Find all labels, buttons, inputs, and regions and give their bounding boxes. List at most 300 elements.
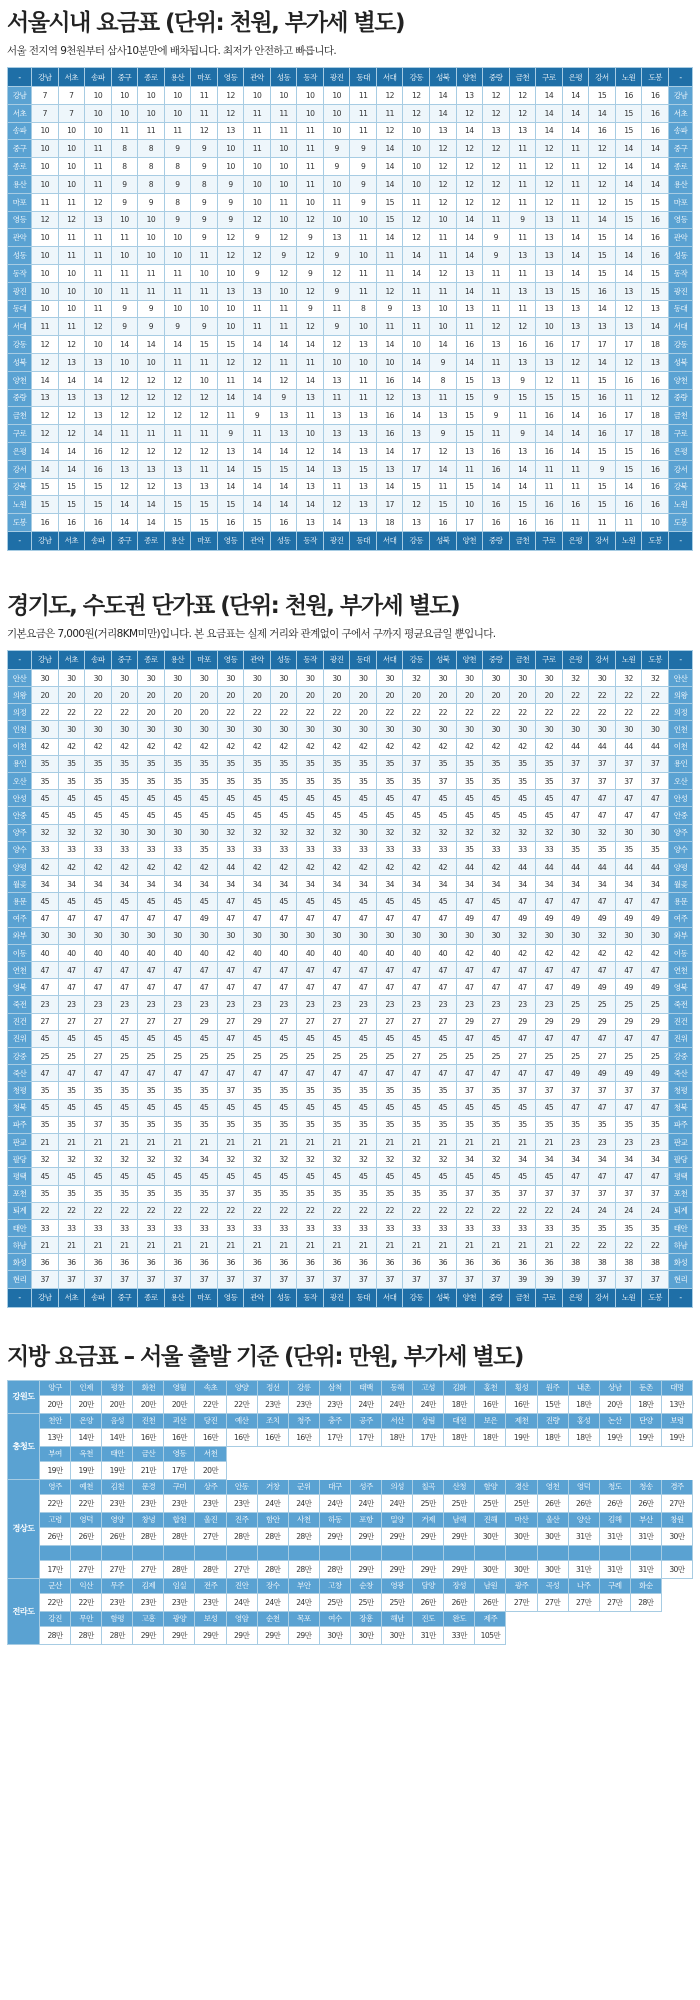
- row-header: 인천: [669, 721, 693, 738]
- fare-cell: 34: [191, 876, 218, 893]
- fare-cell: 35: [58, 755, 85, 772]
- fare-cell: 25: [642, 996, 669, 1013]
- fee-cell: 30만: [319, 1626, 350, 1644]
- fare-cell: 40: [297, 944, 324, 961]
- row-header: 안중: [669, 807, 693, 824]
- fare-cell: 37: [615, 1082, 642, 1099]
- fare-cell: 30: [111, 669, 138, 686]
- fare-cell: 12: [483, 87, 510, 105]
- fare-cell: 11: [164, 353, 191, 371]
- fare-cell: 21: [456, 1133, 483, 1150]
- column-header: 은평: [562, 68, 589, 87]
- fare-cell: 11: [350, 104, 377, 122]
- fare-cell: 37: [403, 1271, 430, 1288]
- fare-cell: 20: [244, 687, 271, 704]
- fee-cell: 26만: [630, 1494, 661, 1512]
- fare-cell: 12: [244, 247, 271, 265]
- fare-cell: 10: [297, 193, 324, 211]
- fare-cell: 11: [244, 122, 271, 140]
- fee-cell: 29만: [444, 1560, 475, 1578]
- fare-cell: 14: [562, 425, 589, 443]
- fare-cell: 45: [138, 790, 165, 807]
- column-header: 노원: [615, 531, 642, 550]
- city-name: 고령: [40, 1512, 71, 1527]
- fare-cell: 21: [429, 1237, 456, 1254]
- fare-cell: 45: [164, 807, 191, 824]
- fare-cell: 23: [403, 996, 430, 1013]
- fare-cell: 45: [111, 807, 138, 824]
- fare-cell: 45: [85, 807, 112, 824]
- city-name: 옥천: [71, 1446, 102, 1461]
- fee-cell: 31만: [630, 1527, 661, 1545]
- row-header: 죽전: [669, 996, 693, 1013]
- city-row: [8, 1380, 693, 1395]
- fare-cell: 45: [429, 1099, 456, 1116]
- row-header: 중랑: [8, 389, 32, 407]
- fare-cell: 15: [642, 282, 669, 300]
- row-header: 중구: [669, 140, 693, 158]
- fee-cell: 28만: [102, 1626, 133, 1644]
- fare-cell: 16: [589, 425, 616, 443]
- fare-cell: 21: [509, 1237, 536, 1254]
- fare-cell: 22: [429, 704, 456, 721]
- fare-cell: 47: [164, 962, 191, 979]
- fare-cell: 16: [642, 122, 669, 140]
- fare-cell: 10: [138, 353, 165, 371]
- fare-cell: 12: [164, 389, 191, 407]
- fare-cell: 47: [642, 1099, 669, 1116]
- empty-cell: [568, 1461, 599, 1479]
- fare-cell: 10: [138, 229, 165, 247]
- row-header: 용산: [669, 175, 693, 193]
- fare-cell: 10: [32, 282, 59, 300]
- fare-cell: 9: [191, 318, 218, 336]
- fare-cell: 14: [589, 353, 616, 371]
- fare-cell: 12: [509, 104, 536, 122]
- fare-cell: 37: [217, 1271, 244, 1288]
- fare-cell: 10: [58, 300, 85, 318]
- fare-cell: 20: [58, 687, 85, 704]
- fee-cell: 29만: [444, 1527, 475, 1545]
- fare-cell: 14: [270, 478, 297, 496]
- fare-cell: 11: [429, 282, 456, 300]
- fee-cell: 27만: [71, 1560, 102, 1578]
- fare-cell: 37: [589, 1271, 616, 1288]
- fare-cell: 13: [164, 478, 191, 496]
- fare-cell: 45: [58, 1168, 85, 1185]
- column-header: 은평: [562, 531, 589, 550]
- fare-cell: 12: [429, 264, 456, 282]
- row-header: 와부: [8, 927, 32, 944]
- fee-cell: 17만: [40, 1560, 71, 1578]
- fare-cell: 30: [297, 721, 324, 738]
- city-name: [630, 1545, 661, 1560]
- fare-cell: 30: [244, 669, 271, 686]
- fare-cell: 12: [244, 353, 271, 371]
- column-header: 강동: [403, 531, 430, 550]
- fare-cell: 35: [589, 1219, 616, 1236]
- fare-cell: 42: [244, 858, 271, 875]
- fare-cell: 14: [456, 247, 483, 265]
- fare-cell: 23: [191, 996, 218, 1013]
- empty-cell: [506, 1446, 537, 1461]
- fare-cell: 47: [376, 962, 403, 979]
- fare-cell: 16: [483, 442, 510, 460]
- fare-cell: 11: [270, 300, 297, 318]
- fare-cell: 10: [350, 211, 377, 229]
- fare-cell: 10: [270, 211, 297, 229]
- fee-cell: 24만: [350, 1395, 381, 1413]
- fare-cell: 47: [270, 979, 297, 996]
- city-name: 의성: [382, 1479, 413, 1494]
- fare-cell: 25: [562, 1048, 589, 1065]
- city-name: 진주: [226, 1512, 257, 1527]
- fare-cell: 13: [403, 389, 430, 407]
- fare-cell: 14: [429, 460, 456, 478]
- fare-cell: 45: [297, 807, 324, 824]
- fare-cell: 21: [244, 1133, 271, 1150]
- fare-cell: 16: [85, 460, 112, 478]
- city-name: 서천: [195, 1446, 226, 1461]
- fare-cell: 14: [642, 318, 669, 336]
- column-header: 강서: [589, 68, 616, 87]
- column-header: 관악: [244, 650, 271, 669]
- city-name: 서산: [382, 1413, 413, 1428]
- fare-cell: 45: [456, 1099, 483, 1116]
- fare-cell: 12: [111, 442, 138, 460]
- fare-cell: 10: [244, 87, 271, 105]
- fare-cell: 45: [323, 1030, 350, 1047]
- fare-cell: 16: [536, 442, 563, 460]
- city-name: 영덕: [568, 1479, 599, 1494]
- fee-cell: 18만: [568, 1428, 599, 1446]
- city-name: 순천: [257, 1611, 288, 1626]
- fare-cell: 20: [164, 687, 191, 704]
- fare-cell: 12: [138, 478, 165, 496]
- regional-section: [7, 1308, 693, 1645]
- fee-cell: 25만: [475, 1494, 506, 1512]
- fare-cell: 29: [589, 1013, 616, 1030]
- fare-cell: 10: [244, 158, 271, 176]
- fare-cell: 45: [85, 1168, 112, 1185]
- fee-cell: 14만: [102, 1428, 133, 1446]
- fare-cell: 45: [350, 893, 377, 910]
- fare-cell: 30: [323, 927, 350, 944]
- fare-cell: 11: [297, 140, 324, 158]
- fare-cell: 33: [509, 841, 536, 858]
- fare-cell: 11: [164, 425, 191, 443]
- fare-cell: 9: [297, 300, 324, 318]
- fare-cell: 44: [589, 858, 616, 875]
- fee-cell: 26만: [475, 1593, 506, 1611]
- table-row: [8, 318, 693, 336]
- fare-cell: 15: [32, 478, 59, 496]
- fare-cell: 23: [111, 996, 138, 1013]
- fare-cell: 22: [615, 704, 642, 721]
- fare-cell: 14: [483, 478, 510, 496]
- fare-cell: 32: [536, 824, 563, 841]
- fare-cell: 36: [217, 1254, 244, 1271]
- fare-cell: 10: [58, 122, 85, 140]
- table-row: [8, 996, 693, 1013]
- fare-cell: 34: [350, 876, 377, 893]
- city-name: 마산: [506, 1512, 537, 1527]
- fare-cell: 16: [642, 460, 669, 478]
- fare-cell: 12: [403, 496, 430, 514]
- row-header: 강서: [669, 460, 693, 478]
- fare-cell: 47: [32, 910, 59, 927]
- fare-cell: 47: [615, 790, 642, 807]
- fare-cell: 45: [164, 893, 191, 910]
- table-row: [8, 140, 693, 158]
- fare-cell: 49: [562, 979, 589, 996]
- row-header: 이동: [8, 944, 32, 961]
- fare-cell: 12: [403, 87, 430, 105]
- fee-cell: 27만: [195, 1527, 226, 1545]
- fare-cell: 24: [589, 1202, 616, 1219]
- fare-cell: 33: [403, 1219, 430, 1236]
- fare-cell: 35: [32, 755, 59, 772]
- fare-cell: 10: [270, 282, 297, 300]
- fee-row: [8, 1428, 693, 1446]
- fare-cell: 11: [85, 158, 112, 176]
- fare-cell: 32: [483, 824, 510, 841]
- column-header: 마포: [191, 1288, 218, 1307]
- table-row: [8, 704, 693, 721]
- fare-cell: 12: [138, 389, 165, 407]
- table-row: [8, 1219, 693, 1236]
- fare-cell: 30: [164, 669, 191, 686]
- column-header: 강남: [32, 650, 59, 669]
- fare-cell: 11: [350, 122, 377, 140]
- row-header: 강동: [669, 336, 693, 354]
- fare-cell: 40: [350, 944, 377, 961]
- fare-cell: 47: [483, 979, 510, 996]
- fare-cell: 25: [536, 1048, 563, 1065]
- fare-cell: 12: [217, 229, 244, 247]
- fee-cell: 21만: [133, 1461, 164, 1479]
- fare-cell: 47: [217, 979, 244, 996]
- fee-cell: 28만: [630, 1593, 661, 1611]
- fare-cell: 21: [191, 1237, 218, 1254]
- city-name: [40, 1545, 71, 1560]
- row-header: 용인: [8, 755, 32, 772]
- fare-cell: 30: [85, 721, 112, 738]
- city-name: 경산: [506, 1479, 537, 1494]
- fare-cell: 12: [483, 104, 510, 122]
- city-name: 곡성: [537, 1578, 568, 1593]
- fare-cell: 9: [111, 300, 138, 318]
- city-name: 원주: [537, 1380, 568, 1395]
- fare-cell: 10: [217, 300, 244, 318]
- fee-cell: 18만: [537, 1428, 568, 1446]
- column-header: 관악: [244, 1288, 271, 1307]
- fare-cell: 13: [536, 300, 563, 318]
- fare-cell: 25: [164, 1048, 191, 1065]
- fare-cell: 47: [376, 979, 403, 996]
- fare-cell: 11: [509, 175, 536, 193]
- row-header: 퇴계: [8, 1202, 32, 1219]
- fare-cell: 12: [429, 158, 456, 176]
- fare-cell: 34: [323, 876, 350, 893]
- row-header: 현리: [8, 1271, 32, 1288]
- fare-cell: 30: [483, 721, 510, 738]
- fare-cell: 14: [376, 158, 403, 176]
- fare-cell: 8: [429, 371, 456, 389]
- fare-cell: 35: [32, 1116, 59, 1133]
- empty-cell: [350, 1446, 381, 1461]
- column-header: 광진: [323, 650, 350, 669]
- fare-cell: 45: [111, 893, 138, 910]
- column-header: 도봉: [642, 650, 669, 669]
- table-row: [8, 353, 693, 371]
- fee-cell: 25만: [506, 1494, 537, 1512]
- fare-cell: 45: [509, 807, 536, 824]
- row-header: 관악: [669, 229, 693, 247]
- fare-cell: 37: [217, 1082, 244, 1099]
- fare-cell: 11: [191, 104, 218, 122]
- fare-cell: 9: [483, 229, 510, 247]
- row-header: 양천: [669, 371, 693, 389]
- fare-cell: 40: [403, 944, 430, 961]
- fare-cell: 47: [270, 962, 297, 979]
- city-name: 제천: [506, 1413, 537, 1428]
- province-label: 강원도: [8, 1380, 40, 1413]
- fare-cell: 8: [111, 158, 138, 176]
- row-header: 마포: [8, 193, 32, 211]
- row-header: 인천: [8, 721, 32, 738]
- fare-cell: 45: [244, 1030, 271, 1047]
- city-name: 진안: [226, 1578, 257, 1593]
- fare-cell: 15: [589, 247, 616, 265]
- fare-cell: 25: [429, 1048, 456, 1065]
- row-header: 팔당: [669, 1151, 693, 1168]
- fare-cell: 10: [376, 353, 403, 371]
- row-header: 동대: [669, 300, 693, 318]
- fare-cell: 15: [456, 425, 483, 443]
- fare-cell: 37: [589, 773, 616, 790]
- fare-cell: 36: [429, 1254, 456, 1271]
- fare-cell: 30: [191, 927, 218, 944]
- row-header: 청북: [8, 1099, 32, 1116]
- row-header: 퇴계: [669, 1202, 693, 1219]
- fare-cell: 13: [642, 300, 669, 318]
- fare-cell: 9: [111, 175, 138, 193]
- fee-cell: 23만: [195, 1494, 226, 1512]
- city-name: 청도: [599, 1479, 630, 1494]
- fare-cell: 9: [483, 389, 510, 407]
- fare-cell: 30: [138, 721, 165, 738]
- row-header: 안산: [669, 669, 693, 686]
- row-header: 월곶: [669, 876, 693, 893]
- fee-cell: 26만: [413, 1593, 444, 1611]
- fare-cell: 32: [85, 1151, 112, 1168]
- fare-cell: 47: [32, 979, 59, 996]
- fare-cell: 15: [191, 336, 218, 354]
- fare-cell: 21: [32, 1237, 59, 1254]
- city-name: [288, 1545, 319, 1560]
- fare-cell: 32: [58, 824, 85, 841]
- fee-cell: 23만: [226, 1494, 257, 1512]
- fare-cell: 30: [217, 927, 244, 944]
- fare-cell: 30: [323, 669, 350, 686]
- city-row: [8, 1611, 693, 1626]
- fare-cell: 37: [562, 1082, 589, 1099]
- fare-cell: 14: [562, 87, 589, 105]
- fare-cell: 30: [32, 669, 59, 686]
- fare-cell: 35: [85, 1082, 112, 1099]
- fare-cell: 11: [562, 158, 589, 176]
- city-name: 정선: [257, 1380, 288, 1395]
- fare-cell: 10: [32, 175, 59, 193]
- fare-cell: 35: [509, 755, 536, 772]
- seoul-title: 서울시내 요금표 (단위: 천원, 부가세 별도): [7, 10, 404, 36]
- city-name: 영양: [102, 1512, 133, 1527]
- city-name: [568, 1545, 599, 1560]
- fare-cell: 14: [58, 460, 85, 478]
- fare-cell: 13: [403, 514, 430, 532]
- row-header: 영북: [669, 979, 693, 996]
- fare-cell: 47: [429, 1065, 456, 1082]
- fare-cell: 27: [350, 1013, 377, 1030]
- fare-cell: 12: [456, 193, 483, 211]
- fare-cell: 47: [111, 910, 138, 927]
- fare-cell: 11: [562, 193, 589, 211]
- fare-cell: 10: [323, 87, 350, 105]
- fare-cell: 14: [244, 496, 271, 514]
- fare-cell: 10: [111, 211, 138, 229]
- row-header: 성동: [669, 247, 693, 265]
- city-name: 영광: [382, 1578, 413, 1593]
- fee-cell: 33만: [444, 1626, 475, 1644]
- fare-cell: 40: [244, 944, 271, 961]
- fare-cell: 30: [191, 824, 218, 841]
- fare-cell: 45: [536, 1099, 563, 1116]
- fare-cell: 11: [429, 229, 456, 247]
- fare-cell: 16: [615, 87, 642, 105]
- fee-row: [8, 1626, 693, 1644]
- fare-cell: 15: [85, 496, 112, 514]
- fare-cell: 32: [642, 669, 669, 686]
- fare-cell: 11: [270, 122, 297, 140]
- row-header: 구로: [8, 425, 32, 443]
- fare-cell: 15: [589, 229, 616, 247]
- city-name: 보령: [661, 1413, 692, 1428]
- fare-cell: 14: [642, 140, 669, 158]
- fare-cell: 33: [297, 841, 324, 858]
- fee-cell: 29만: [350, 1527, 381, 1545]
- column-header: 동작: [297, 650, 324, 669]
- fare-cell: 21: [138, 1237, 165, 1254]
- fee-cell: 30만: [506, 1560, 537, 1578]
- fare-cell: 33: [270, 1219, 297, 1236]
- column-header: 서초: [58, 68, 85, 87]
- city-name: 담양: [413, 1578, 444, 1593]
- fare-cell: 9: [217, 425, 244, 443]
- fare-cell: 15: [244, 460, 271, 478]
- fare-cell: 45: [32, 1168, 59, 1185]
- fare-cell: 49: [562, 910, 589, 927]
- fare-cell: 32: [429, 1151, 456, 1168]
- fare-cell: 15: [191, 496, 218, 514]
- fare-cell: 10: [350, 353, 377, 371]
- fare-cell: 16: [536, 496, 563, 514]
- fare-cell: 23: [429, 996, 456, 1013]
- fare-cell: 10: [32, 247, 59, 265]
- row-header: 죽산: [8, 1065, 32, 1082]
- city-name: 함안: [257, 1512, 288, 1527]
- fare-cell: 22: [164, 1202, 191, 1219]
